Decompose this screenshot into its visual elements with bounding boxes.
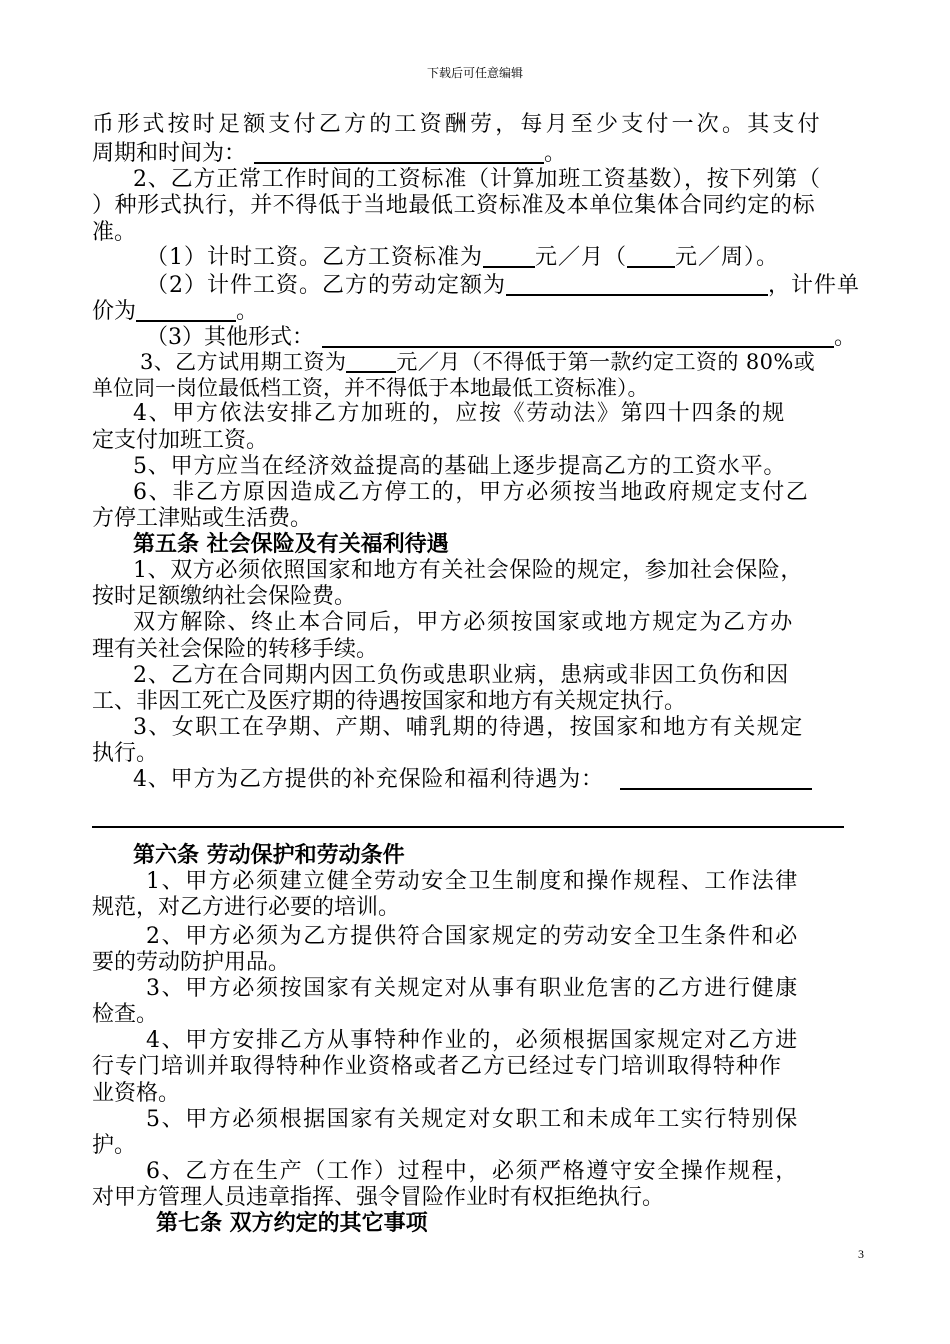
blank-label: 3、乙方试用期工资为 [140, 350, 347, 374]
text-line: 对甲方管理人员违章指挥、强令冒险作业时有权拒绝执行。 [92, 1185, 665, 1210]
blank-suffix: ，计件单 [768, 273, 861, 298]
blank-label: （2）计件工资。乙方的劳动定额为 [146, 273, 506, 298]
text-line: 双方解除、终止本合同后，甲方必须按国家或地方规定为乙方办 [133, 610, 794, 635]
blank-label: 元／月（ [535, 245, 628, 270]
text-line: 4、甲方依法安排乙方加班的，应按《劳动法》第四十四条的规 [133, 401, 786, 426]
text-line: 按时足额缴纳社会保险费。 [92, 584, 357, 609]
text-line [92, 298, 258, 326]
blank-suffix: 元／周）。 [675, 245, 780, 270]
page-header-note: 下载后可任意编辑 [426, 66, 523, 80]
section-heading-6: 第六条 劳动保护和劳动条件 [133, 843, 405, 868]
blank-label: 价为 [92, 299, 137, 324]
blank-suffix: 。 [834, 325, 857, 350]
blank-label: 周期和时间为： [92, 141, 247, 166]
blank-label: （3）其他形式： [146, 325, 314, 350]
text-line: 执行。 [92, 741, 159, 766]
blank-field[interactable] [136, 298, 236, 322]
text-line: 工、非因工死亡及医疗期的待遇按国家和地方有关规定执行。 [92, 689, 687, 714]
text-line [146, 272, 860, 300]
text-line: 规范，对乙方进行必要的培训。 [92, 895, 401, 920]
text-line: 定支付加班工资。 [92, 428, 269, 453]
blank-label: 4、甲方为乙方提供的补充保险和福利待遇为： [133, 767, 604, 792]
text-line [140, 348, 815, 376]
blank-field[interactable] [506, 272, 768, 296]
blank-field[interactable] [322, 324, 834, 348]
text-line [146, 244, 779, 272]
blank-suffix: 。 [236, 299, 259, 324]
text-line: 币形式按时足额支付乙方的工资酬劳，每月至少支付一次。其支付 [92, 112, 823, 137]
text-line: 5、甲方必须根据国家有关规定对女职工和未成年工实行特别保 [146, 1107, 799, 1132]
text-line: 6、乙方在生产（工作）过程中，必须严格遵守安全操作规程， [146, 1159, 799, 1184]
text-line: 6、非乙方原因造成乙方停工的，甲方必须按当地政府规定支付乙 [133, 480, 810, 505]
section-heading-7: 第七条 双方约定的其它事项 [156, 1211, 428, 1236]
blank-field[interactable] [346, 349, 396, 373]
text-line: 方停工津贴或生活费。 [92, 506, 313, 531]
text-line: 5、甲方应当在经济效益提高的基础上逐步提高乙方的工资水平。 [133, 454, 787, 479]
text-line: 要的劳动防护用品。 [92, 950, 291, 975]
text-line: 检查。 [92, 1002, 159, 1027]
text-line: 3、女职工在孕期、产期、哺乳期的待遇，按国家和地方有关规定 [133, 715, 804, 740]
page-number: 3 [858, 1247, 864, 1261]
text-line: ）种形式执行，并不得低于当地最低工资标准及本单位集体合同约定的标 [92, 193, 816, 218]
blank-suffix: 元／月（不得低于第一款约定工资的 80%或 [396, 350, 816, 374]
blank-field[interactable] [620, 766, 812, 790]
text-line: 4、甲方安排乙方从事特种作业的，必须根据国家规定对乙方进 [146, 1028, 799, 1053]
text-line: 单位同一岗位最低档工资，并不得低于本地最低工资标准）。 [92, 376, 649, 400]
section-heading-5: 第五条 社会保险及有关福利待遇 [133, 532, 449, 557]
text-line: 1、甲方必须建立健全劳动安全卫生制度和操作规程、工作法律 [146, 869, 799, 894]
text-line [92, 140, 566, 168]
text-line: 护。 [92, 1133, 137, 1158]
blank-field-line[interactable] [92, 826, 844, 828]
text-line: 行专门培训并取得特种作业资格或者乙方已经过专门培训取得特种作 [92, 1054, 783, 1079]
text-line: 2、乙方在合同期内因工负伤或患职业病，患病或非因工负伤和因 [133, 663, 790, 688]
text-line [133, 766, 812, 794]
text-line: 2、甲方必须为乙方提供符合国家规定的劳动安全卫生条件和必 [146, 924, 799, 949]
text-line: 2、乙方正常工作时间的工资标准（计算加班工资基数），按下列第（ [133, 167, 821, 192]
text-line: 业资格。 [92, 1081, 181, 1106]
blank-field[interactable] [254, 140, 544, 164]
text-line: 1、双方必须依照国家和地方有关社会保险的规定，参加社会保险， [133, 558, 803, 583]
text-line: 3、甲方必须按国家有关规定对从事有职业危害的乙方进行健康 [146, 976, 799, 1001]
text-line: 理有关社会保险的转移手续。 [92, 637, 379, 662]
text-line: 准。 [92, 220, 137, 245]
blank-field[interactable] [483, 244, 535, 268]
blank-suffix: 。 [544, 141, 567, 166]
blank-label: （1）计时工资。乙方工资标准为 [146, 245, 483, 270]
blank-field[interactable] [627, 244, 675, 268]
